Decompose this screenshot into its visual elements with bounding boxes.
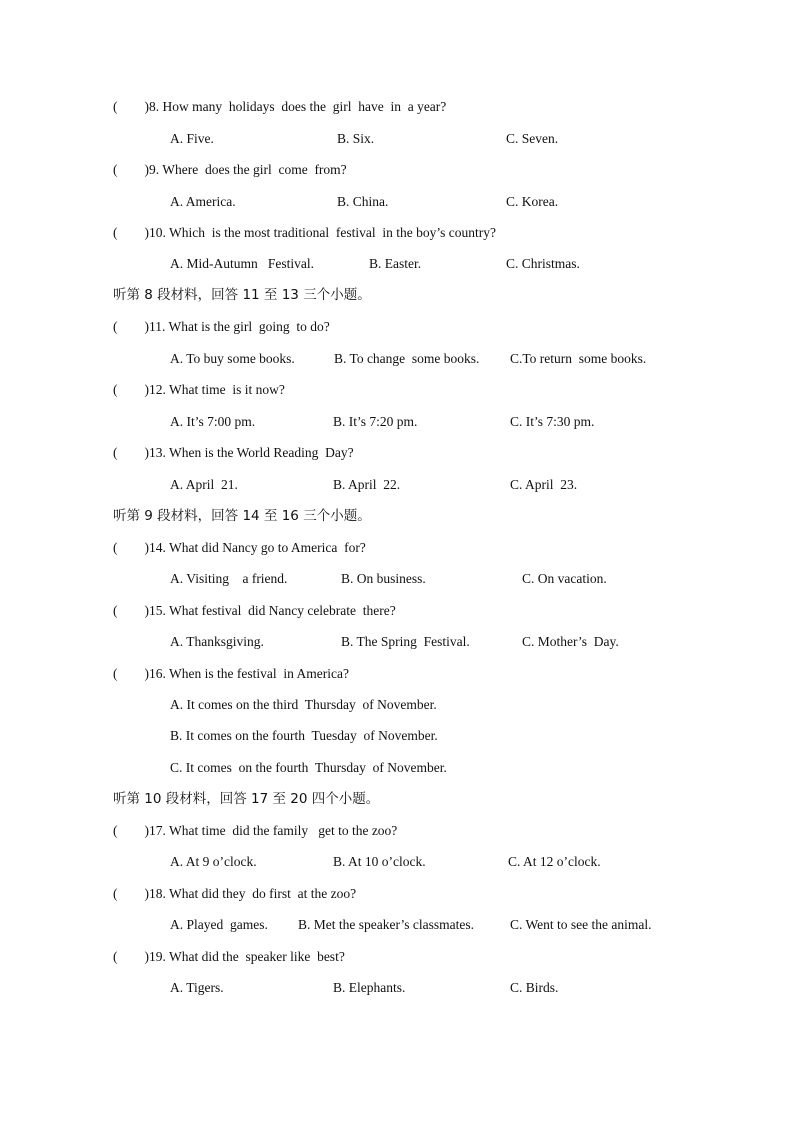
q14-option-c: C. On vacation. (522, 571, 607, 586)
q8-option-b: B. Six. (337, 131, 375, 146)
q9-option-c: C. Korea. (506, 194, 559, 209)
q13-option-a: A. April 21. (170, 477, 238, 492)
q9-option-a: A. America. (170, 194, 236, 209)
q14-option-b: B. On business. (341, 571, 426, 586)
question-8-stem: ( )8. How many holidays does the girl have in a year? (113, 99, 447, 114)
q16-option-c: C. It comes on the fourth Thursday of November. (170, 760, 447, 775)
question-12-stem: ( )12. What time is it now? (113, 382, 285, 397)
q19-option-c: C. Birds. (510, 980, 559, 995)
q17-option-c: C. At 12 o’clock. (508, 854, 601, 869)
q18-option-c: C. Went to see the animal. (510, 917, 652, 932)
q18-option-a: A. Played games. (170, 917, 268, 932)
section-8-heading: 听第 8 段材料，回答 11 至 13 三个小题。 (113, 287, 371, 303)
q10-option-a: A. Mid-Autumn Festival. (170, 256, 314, 271)
q15-option-a: A. Thanksgiving. (170, 634, 264, 649)
q10-option-b: B. Easter. (369, 256, 422, 271)
q8-option-a: A. Five. (170, 131, 214, 146)
q17-option-b: B. At 10 o’clock. (333, 854, 426, 869)
question-15-stem: ( )15. What festival did Nancy celebrate there? (113, 603, 396, 618)
question-17-stem: ( )17. What time did the family get to the zoo? (113, 823, 398, 838)
q12-option-a: A. It’s 7:00 pm. (170, 414, 256, 429)
question-19-stem: ( )19. What did the speaker like best? (113, 949, 345, 964)
q12-option-b: B. It’s 7:20 pm. (333, 414, 418, 429)
section-9-heading: 听第 9 段材料，回答 14 至 16 三个小题。 (113, 508, 371, 524)
q16-option-b: B. It comes on the fourth Tuesday of November. (170, 728, 438, 743)
question-9-stem: ( )9. Where does the girl come from? (113, 162, 347, 177)
q11-option-c: C.To return some books. (510, 351, 647, 366)
question-11-stem: ( )11. What is the girl going to do? (113, 319, 330, 334)
q19-option-b: B. Elephants. (333, 980, 406, 995)
q16-option-a: A. It comes on the third Thursday of November. (170, 697, 437, 712)
q11-option-b: B. To change some books. (334, 351, 480, 366)
q12-option-c: C. It’s 7:30 pm. (510, 414, 595, 429)
q8-option-c: C. Seven. (506, 131, 559, 146)
question-18-stem: ( )18. What did they do first at the zoo? (113, 886, 357, 901)
q10-option-c: C. Christmas. (506, 256, 580, 271)
question-16-stem: ( )16. When is the festival in America? (113, 666, 349, 681)
question-10-stem: ( )10. Which is the most traditional festival in the boy’s country? (113, 225, 496, 240)
question-14-stem: ( )14. What did Nancy go to America for? (113, 540, 366, 555)
q14-option-a: A. Visiting a friend. (170, 571, 288, 586)
q15-option-b: B. The Spring Festival. (341, 634, 470, 649)
q19-option-a: A. Tigers. (170, 980, 224, 995)
q13-option-c: C. April 23. (510, 477, 578, 492)
q18-option-b: B. Met the speaker’s classmates. (298, 917, 474, 932)
q9-option-b: B. China. (337, 194, 389, 209)
q15-option-c: C. Mother’s Day. (522, 634, 619, 649)
q11-option-a: A. To buy some books. (170, 351, 295, 366)
question-13-stem: ( )13. When is the World Reading Day? (113, 445, 354, 460)
section-10-heading: 听第 10 段材料，回答 17 至 20 四个小题。 (113, 791, 380, 807)
q13-option-b: B. April 22. (333, 477, 401, 492)
q17-option-a: A. At 9 o’clock. (170, 854, 257, 869)
